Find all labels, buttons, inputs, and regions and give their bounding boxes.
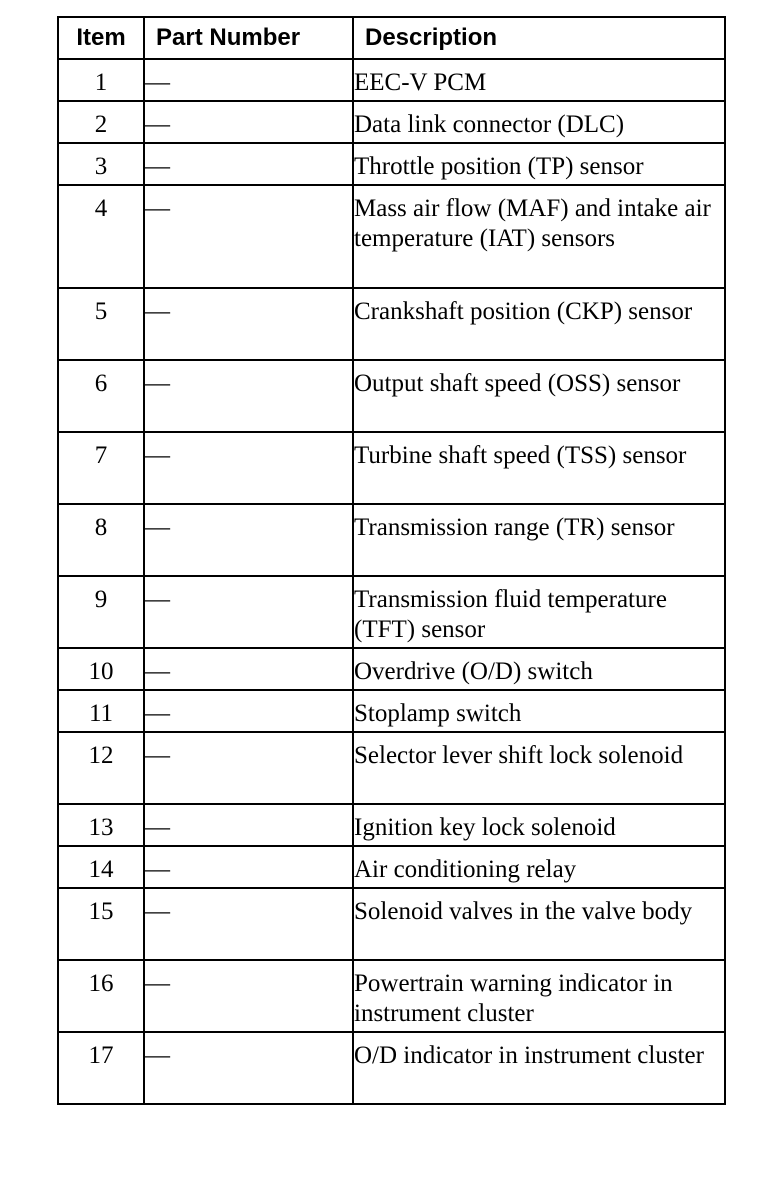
item-number: 12 [58, 732, 144, 804]
description: Crankshaft position (CKP) sensor [353, 288, 725, 360]
item-number: 17 [58, 1032, 144, 1104]
description: Turbine shaft speed (TSS) sensor [353, 432, 725, 504]
table-row [58, 846, 725, 888]
description: Throttle position (TP) sensor [353, 143, 725, 185]
item-number: 15 [58, 888, 144, 960]
description: EEC-V PCM [353, 59, 725, 101]
table-row [58, 504, 725, 576]
table-row [58, 143, 725, 185]
table-row [58, 101, 725, 143]
item-number: 7 [58, 432, 144, 504]
item-number: 10 [58, 648, 144, 690]
table-row [58, 432, 725, 504]
part-number: — [144, 690, 353, 732]
item-number: 3 [58, 143, 144, 185]
description: Transmission range (TR) sensor [353, 504, 725, 576]
description: Stoplamp switch [353, 690, 725, 732]
part-number: — [144, 143, 353, 185]
description: O/D indicator in instrument cluster [353, 1032, 725, 1104]
part-number: — [144, 59, 353, 101]
part-number: — [144, 846, 353, 888]
table-row [58, 690, 725, 732]
part-number: — [144, 960, 353, 1032]
part-number: — [144, 432, 353, 504]
item-number: 4 [58, 185, 144, 288]
part-number: — [144, 732, 353, 804]
item-number: 2 [58, 101, 144, 143]
header-description: Description [353, 17, 725, 59]
header-item: Item [58, 17, 144, 59]
item-number: 16 [58, 960, 144, 1032]
item-number: 6 [58, 360, 144, 432]
table-row [58, 804, 725, 846]
item-number: 14 [58, 846, 144, 888]
part-number: — [144, 888, 353, 960]
header-part-number: Part Number [144, 17, 353, 59]
part-number: — [144, 576, 353, 648]
description: Mass air flow (MAF) and intake air temperature (IAT) sensors [353, 185, 725, 288]
table-row [58, 185, 725, 288]
table-row [58, 960, 725, 1032]
part-number: — [144, 648, 353, 690]
part-number: — [144, 101, 353, 143]
item-number: 8 [58, 504, 144, 576]
part-number: — [144, 504, 353, 576]
table-row [58, 732, 725, 804]
table-row [58, 59, 725, 101]
item-number: 11 [58, 690, 144, 732]
part-number: — [144, 185, 353, 288]
description: Ignition key lock solenoid [353, 804, 725, 846]
table-row [58, 1032, 725, 1104]
part-number: — [144, 288, 353, 360]
table-row [58, 888, 725, 960]
item-number: 1 [58, 59, 144, 101]
part-number: — [144, 804, 353, 846]
description: Solenoid valves in the valve body [353, 888, 725, 960]
table-row [58, 288, 725, 360]
description: Overdrive (O/D) switch [353, 648, 725, 690]
item-number: 9 [58, 576, 144, 648]
item-number: 13 [58, 804, 144, 846]
part-number: — [144, 1032, 353, 1104]
parts-table [57, 16, 726, 1105]
description: Powertrain warning indicator in instrument cluster [353, 960, 725, 1032]
description: Transmission fluid temperature (TFT) sensor [353, 576, 725, 648]
description: Selector lever shift lock solenoid [353, 732, 725, 804]
table-row [58, 360, 725, 432]
description: Output shaft speed (OSS) sensor [353, 360, 725, 432]
description: Data link connector (DLC) [353, 101, 725, 143]
table-row [58, 576, 725, 648]
table-row [58, 648, 725, 690]
table-header-row [58, 17, 725, 59]
part-number: — [144, 360, 353, 432]
item-number: 5 [58, 288, 144, 360]
description: Air conditioning relay [353, 846, 725, 888]
